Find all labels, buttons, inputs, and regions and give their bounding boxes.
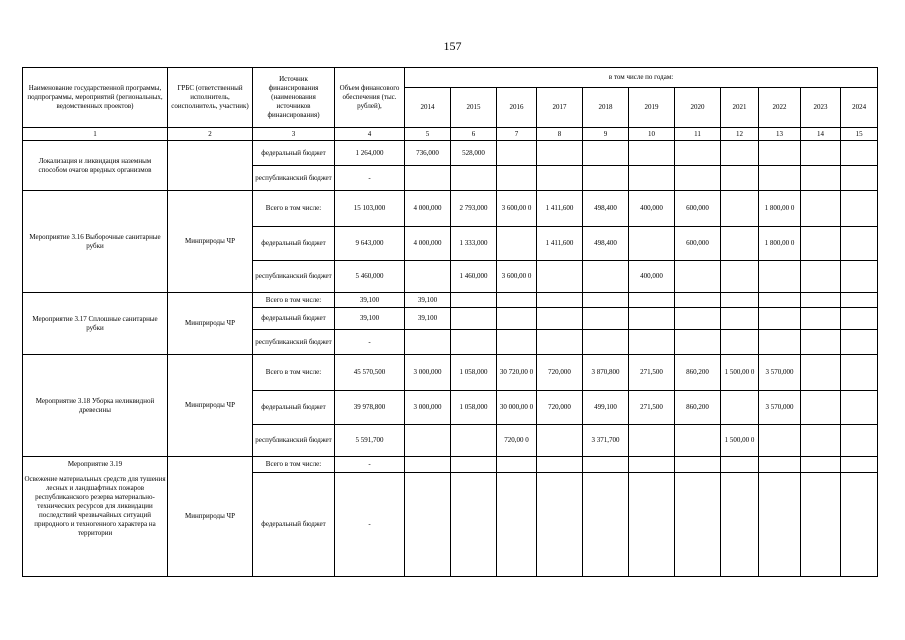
- year-value-cell: 1 800,00 0: [759, 227, 801, 261]
- year-value-cell: 1 500,00 0: [721, 355, 759, 391]
- year-value-cell: [497, 473, 537, 577]
- year-value-cell: 271,500: [629, 391, 675, 425]
- year-cell: 2019: [629, 88, 675, 128]
- header-volume: Объем финансового обеспечения (тыс. рублей),: [335, 68, 405, 128]
- column-number-cell: 1: [23, 128, 168, 141]
- year-value-cell: [629, 308, 675, 330]
- table-row: [23, 293, 878, 308]
- volume-cell: -: [335, 166, 405, 191]
- year-value-cell: [583, 473, 629, 577]
- year-value-cell: [675, 166, 721, 191]
- measure-name: Мероприятие 3.17 Сплошные санитарные рубки: [32, 314, 158, 332]
- column-number-cell: 13: [759, 128, 801, 141]
- year-value-cell: 400,000: [629, 261, 675, 293]
- year-cell: 2014: [405, 88, 451, 128]
- column-number-cell: 2: [168, 128, 253, 141]
- volume-cell: -: [335, 330, 405, 355]
- source-cell: федеральный бюджет: [253, 308, 335, 330]
- year-value-cell: [675, 425, 721, 457]
- column-number-cell: 14: [801, 128, 841, 141]
- year-value-cell: 3 000,000: [405, 391, 451, 425]
- year-value-cell: [405, 330, 451, 355]
- source-cell: Всего в том числе:: [253, 457, 335, 473]
- year-value-cell: 3 870,800: [583, 355, 629, 391]
- year-value-cell: [497, 308, 537, 330]
- year-value-cell: [721, 308, 759, 330]
- year-value-cell: 39,100: [405, 293, 451, 308]
- year-value-cell: 498,400: [583, 191, 629, 227]
- year-value-cell: [629, 425, 675, 457]
- year-value-cell: 736,000: [405, 141, 451, 166]
- year-value-cell: 39,100: [405, 308, 451, 330]
- year-value-cell: 1 058,000: [451, 391, 497, 425]
- year-value-cell: [497, 330, 537, 355]
- header-source: Источник финансирования (наименования источников финансирования): [253, 68, 335, 128]
- year-value-cell: [537, 293, 583, 308]
- year-value-cell: [801, 330, 841, 355]
- grbs-cell: [168, 141, 253, 191]
- year-value-cell: [759, 293, 801, 308]
- year-value-cell: [801, 293, 841, 308]
- year-value-cell: [721, 191, 759, 227]
- year-value-cell: [675, 308, 721, 330]
- year-value-cell: [841, 330, 878, 355]
- year-value-cell: [721, 391, 759, 425]
- year-value-cell: [675, 293, 721, 308]
- year-value-cell: [675, 141, 721, 166]
- column-number-cell: 4: [335, 128, 405, 141]
- year-value-cell: [721, 330, 759, 355]
- year-value-cell: [451, 330, 497, 355]
- year-value-cell: [629, 457, 675, 473]
- year-value-cell: 720,00 0: [497, 425, 537, 457]
- year-value-cell: 3 000,000: [405, 355, 451, 391]
- year-value-cell: [629, 227, 675, 261]
- year-value-cell: [721, 227, 759, 261]
- table-row: [23, 355, 878, 391]
- year-value-cell: 1 800,00 0: [759, 191, 801, 227]
- year-value-cell: 30 000,00 0: [497, 391, 537, 425]
- year-value-cell: [537, 166, 583, 191]
- year-value-cell: [801, 308, 841, 330]
- volume-cell: 39,100: [335, 308, 405, 330]
- year-value-cell: 3 600,00 0: [497, 261, 537, 293]
- year-value-cell: [759, 308, 801, 330]
- volume-cell: 1 264,000: [335, 141, 405, 166]
- year-value-cell: [405, 261, 451, 293]
- year-value-cell: 3 600,00 0: [497, 191, 537, 227]
- header-grbs: ГРБС (ответственный исполнитель, соисполнитель, участник): [168, 68, 253, 128]
- year-value-cell: [537, 425, 583, 457]
- year-value-cell: [801, 425, 841, 457]
- volume-cell: 15 103,000: [335, 191, 405, 227]
- year-value-cell: 3 371,700: [583, 425, 629, 457]
- grbs-cell: Минприроды ЧР: [168, 355, 253, 457]
- year-value-cell: [801, 191, 841, 227]
- volume-cell: -: [335, 457, 405, 473]
- year-value-cell: [801, 355, 841, 391]
- year-value-cell: [497, 227, 537, 261]
- year-value-cell: [841, 308, 878, 330]
- year-value-cell: 4 000,000: [405, 191, 451, 227]
- page-number: 157: [443, 39, 462, 53]
- year-cell: 2018: [583, 88, 629, 128]
- volume-cell: 9 643,000: [335, 227, 405, 261]
- table-row: [23, 457, 878, 473]
- year-value-cell: [841, 261, 878, 293]
- year-value-cell: [583, 141, 629, 166]
- year-value-cell: [759, 473, 801, 577]
- year-value-cell: [583, 293, 629, 308]
- year-value-cell: [451, 473, 497, 577]
- year-cell: 2022: [759, 88, 801, 128]
- source-cell: республиканский бюджет: [253, 166, 335, 191]
- year-value-cell: [721, 293, 759, 308]
- year-value-cell: 2 793,000: [451, 191, 497, 227]
- year-cell: 2024: [841, 88, 878, 128]
- measure-name-cell: [23, 457, 168, 577]
- year-value-cell: [721, 166, 759, 191]
- year-value-cell: [841, 473, 878, 577]
- year-value-cell: [451, 457, 497, 473]
- source-cell: федеральный бюджет: [253, 141, 335, 166]
- year-value-cell: 1 333,000: [451, 227, 497, 261]
- year-value-cell: [537, 473, 583, 577]
- grbs-cell: Минприроды ЧР: [168, 457, 253, 577]
- source-cell: федеральный бюджет: [253, 473, 335, 577]
- grbs-cell: Минприроды ЧР: [168, 293, 253, 355]
- year-cell: 2017: [537, 88, 583, 128]
- year-value-cell: [629, 141, 675, 166]
- measure-name-cell: [23, 191, 168, 293]
- year-value-cell: 1 460,000: [451, 261, 497, 293]
- year-value-cell: [759, 141, 801, 166]
- year-value-cell: 498,400: [583, 227, 629, 261]
- year-value-cell: [537, 141, 583, 166]
- year-value-cell: [801, 141, 841, 166]
- column-number-cell: 9: [583, 128, 629, 141]
- year-value-cell: 271,500: [629, 355, 675, 391]
- year-value-cell: [583, 330, 629, 355]
- year-value-cell: [759, 425, 801, 457]
- volume-cell: 39 978,800: [335, 391, 405, 425]
- measure-name: Мероприятие 3.16 Выборочные санитарные рубки: [29, 232, 161, 250]
- year-value-cell: 600,000: [675, 227, 721, 261]
- year-value-cell: 1 500,00 0: [721, 425, 759, 457]
- source-cell: республиканский бюджет: [253, 330, 335, 355]
- year-value-cell: [721, 473, 759, 577]
- year-value-cell: [759, 261, 801, 293]
- financing-table: [22, 67, 878, 577]
- year-value-cell: 860,200: [675, 355, 721, 391]
- table-row: [23, 141, 878, 166]
- grbs-cell: Минприроды ЧР: [168, 191, 253, 293]
- year-value-cell: 720,000: [537, 391, 583, 425]
- year-value-cell: [537, 261, 583, 293]
- year-value-cell: 3 570,000: [759, 391, 801, 425]
- year-value-cell: [721, 141, 759, 166]
- year-value-cell: [497, 166, 537, 191]
- year-value-cell: [405, 425, 451, 457]
- year-value-cell: [801, 473, 841, 577]
- year-cell: 2020: [675, 88, 721, 128]
- year-value-cell: [759, 166, 801, 191]
- volume-cell: -: [335, 473, 405, 577]
- year-cell: 2023: [801, 88, 841, 128]
- year-value-cell: [451, 425, 497, 457]
- year-value-cell: 3 570,000: [759, 355, 801, 391]
- column-number-cell: 3: [253, 128, 335, 141]
- source-cell: федеральный бюджет: [253, 391, 335, 425]
- source-cell: республиканский бюджет: [253, 261, 335, 293]
- year-value-cell: 1 058,000: [451, 355, 497, 391]
- table-row: [23, 191, 878, 227]
- year-value-cell: [801, 457, 841, 473]
- year-value-cell: [629, 330, 675, 355]
- column-number-cell: 15: [841, 128, 878, 141]
- source-cell: Всего в том числе:: [253, 293, 335, 308]
- header-by-years: в том числе по годам:: [405, 68, 878, 88]
- year-value-cell: [721, 261, 759, 293]
- year-value-cell: [629, 166, 675, 191]
- year-value-cell: [405, 457, 451, 473]
- year-value-cell: [841, 191, 878, 227]
- year-value-cell: [759, 330, 801, 355]
- year-value-cell: 600,000: [675, 191, 721, 227]
- year-value-cell: [583, 166, 629, 191]
- column-number-cell: 6: [451, 128, 497, 141]
- year-value-cell: [675, 473, 721, 577]
- column-number-cell: 7: [497, 128, 537, 141]
- measure-name-cell: [23, 293, 168, 355]
- year-value-cell: [801, 227, 841, 261]
- year-value-cell: [841, 141, 878, 166]
- source-cell: республиканский бюджет: [253, 425, 335, 457]
- year-value-cell: [537, 330, 583, 355]
- year-value-cell: [583, 308, 629, 330]
- year-value-cell: [675, 457, 721, 473]
- measure-name: Мероприятие 3.19: [67, 460, 123, 468]
- measure-name: Мероприятие 3.18 Уборка неликвидной древесины: [35, 396, 155, 414]
- year-value-cell: [675, 261, 721, 293]
- column-number-cell: 8: [537, 128, 583, 141]
- year-value-cell: [405, 473, 451, 577]
- column-number-cell: 5: [405, 128, 451, 141]
- year-value-cell: [759, 457, 801, 473]
- volume-cell: 5 460,000: [335, 261, 405, 293]
- year-cell: 2015: [451, 88, 497, 128]
- source-cell: Всего в том числе:: [253, 355, 335, 391]
- source-cell: Всего в том числе:: [253, 191, 335, 227]
- year-value-cell: 30 720,00 0: [497, 355, 537, 391]
- year-value-cell: [675, 330, 721, 355]
- year-value-cell: 400,000: [629, 191, 675, 227]
- year-value-cell: 720,000: [537, 355, 583, 391]
- year-value-cell: [841, 293, 878, 308]
- measure-name-cell: [23, 141, 168, 191]
- year-value-cell: 1 411,600: [537, 227, 583, 261]
- year-value-cell: 1 411,600: [537, 191, 583, 227]
- volume-cell: 39,100: [335, 293, 405, 308]
- year-value-cell: [841, 166, 878, 191]
- year-value-cell: [537, 457, 583, 473]
- year-value-cell: [451, 293, 497, 308]
- year-value-cell: 4 000,000: [405, 227, 451, 261]
- year-value-cell: [583, 457, 629, 473]
- header-name: Наименование государственной программы, подпрограммы, мероприятий (региональных, ведомственных проектов): [23, 68, 168, 128]
- year-value-cell: 499,100: [583, 391, 629, 425]
- year-value-cell: [721, 457, 759, 473]
- column-number-cell: 11: [675, 128, 721, 141]
- year-value-cell: [629, 473, 675, 577]
- year-value-cell: [841, 425, 878, 457]
- year-value-cell: [451, 308, 497, 330]
- measure-name-cell: [23, 355, 168, 457]
- year-value-cell: [841, 457, 878, 473]
- year-cell: 2021: [721, 88, 759, 128]
- year-value-cell: [405, 166, 451, 191]
- year-value-cell: [801, 166, 841, 191]
- measure-description: Освежение материальных средств для тушения лесных и ландшафтных пожаров республиканского резерва материально-технических ресурсов для ликвидации последствий чрезвычайных ситуаций природного и техногенного характера на территории: [24, 475, 166, 537]
- year-value-cell: [497, 457, 537, 473]
- year-value-cell: [801, 261, 841, 293]
- year-value-cell: [497, 141, 537, 166]
- volume-cell: 45 570,500: [335, 355, 405, 391]
- year-value-cell: [497, 293, 537, 308]
- year-value-cell: [841, 227, 878, 261]
- column-number-cell: 10: [629, 128, 675, 141]
- year-value-cell: [801, 391, 841, 425]
- column-number-cell: 12: [721, 128, 759, 141]
- year-value-cell: [537, 308, 583, 330]
- year-value-cell: 528,000: [451, 141, 497, 166]
- year-value-cell: [841, 355, 878, 391]
- year-value-cell: [583, 261, 629, 293]
- volume-cell: 5 591,700: [335, 425, 405, 457]
- year-cell: 2016: [497, 88, 537, 128]
- year-value-cell: [841, 391, 878, 425]
- source-cell: федеральный бюджет: [253, 227, 335, 261]
- measure-name: Локализация и ликвидация наземным способом очагов вредных организмов: [38, 156, 152, 174]
- year-value-cell: [451, 166, 497, 191]
- year-value-cell: 860,200: [675, 391, 721, 425]
- year-value-cell: [629, 293, 675, 308]
